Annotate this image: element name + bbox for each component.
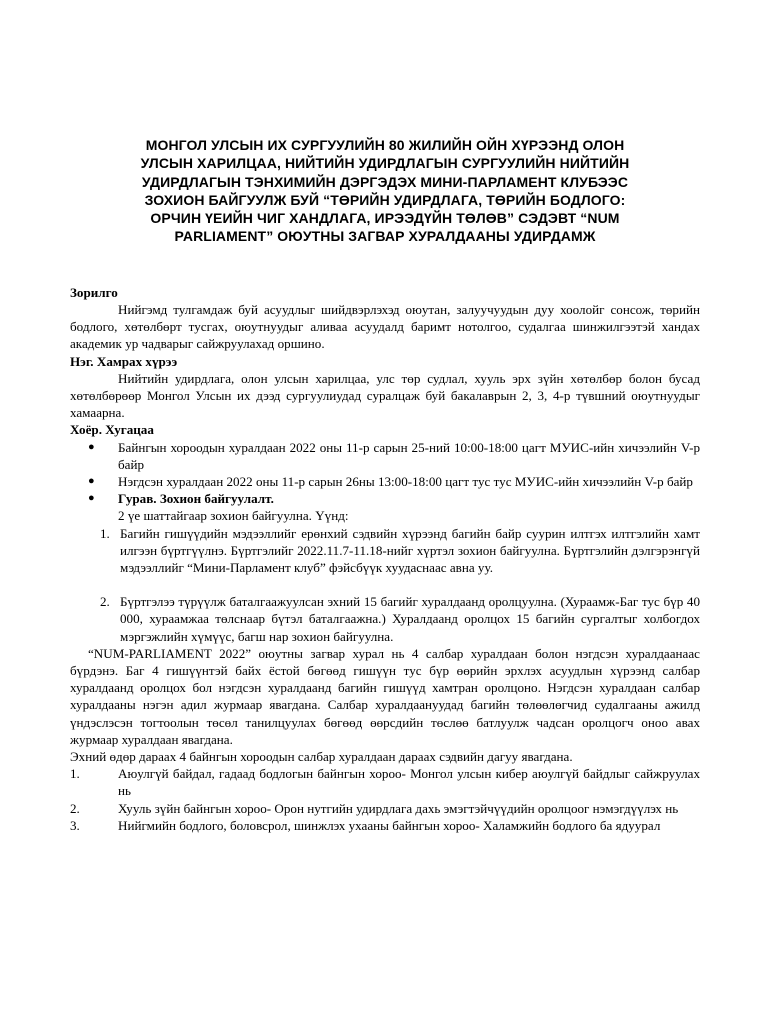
bullet-icon: ● bbox=[88, 440, 95, 453]
title-line: ЗОХИОН БАЙГУУЛЖ БУЙ “ТӨРИЙН УДИРДЛАГА, ТӨРИЙН БОДЛОГО: bbox=[144, 191, 626, 208]
committee-number: 1. bbox=[70, 766, 80, 782]
title-line: МОНГОЛ УЛСЫН ИХ СУРГУУЛИЙН 80 ЖИЛИЙН ОЙН ХҮРЭЭНД ОЛОН bbox=[145, 137, 625, 153]
bullet-icon: ● bbox=[88, 475, 95, 488]
org-step bbox=[100, 525, 700, 577]
step-number: 2. bbox=[100, 594, 110, 610]
committee-text: Аюулгүй байдал, гадаад бодлогын байнгын хороо- Монгол улсын кибер аюулгүй байдлыг сайжруулах нь bbox=[118, 766, 700, 799]
goal-text: Нийгэмд тулгамдаж буй асуудлыг шийдвэрлэхэд оюутан, залуучуудын дуу хоолойг сонсож, төрийн бодлого, хөтөлбөрт тусгах, оюутнуудыг аливаа асуудалд баримт нотолгоо, судалгаа шинжилгээтэй хандах академик ур чадварыг сайжруулахад оршино. bbox=[70, 301, 700, 352]
title-line: ОРЧИН ҮЕИЙН ЧИГ ХАНДЛАГА, ИРЭЭДҮЙН ТӨЛӨВ” СЭДЭВТ “NUM bbox=[150, 210, 620, 227]
committee-text: Хууль зүйн байнгын хороо- Орон нутгийн удирдлага дахь эмэгтэйчүүдийн оролцоог нэмэгдүүлэх нь bbox=[118, 800, 679, 816]
committee-item bbox=[70, 800, 700, 817]
document-title bbox=[85, 136, 685, 246]
committee-item bbox=[70, 765, 700, 799]
body-paragraph: “NUM-PARLIAMENT 2022” оюутны загвар хурал нь 4 салбар хуралдаан болон нэгдсэн хуралдаанаас бүрдэнэ. Баг 4 гишүүнтэй байх ёстой бөгөөд гишүүн тус бүр өөрийн эрхлэх асуудлын хүрээнд салбар хуралдаанд оролцох бол нэгдсэн хуралдаанд багийн гишүүд хамтран оролцоно. Нэгдсэн хуралдаан салбар хуралдааны нэгэн адил журмаар явагдана. Салбар хуралдаануудад багийн төлөөлөгчид судалгааны ажилд үндэслэсэн тогтоолын төсөл танилцуулах бөгөөд өөрсдийн төслөө батлуулж чадсан оролцогч оноо авах журмаар хуралдаан явагдана. bbox=[70, 645, 700, 747]
goal-heading: Зорилго bbox=[70, 284, 118, 300]
org-intro: 2 үе шаттайгаар зохион байгуулна. Үүнд: bbox=[118, 508, 349, 524]
step-text: Багийн гишүүдийн мэдээллийг ерөнхий сэдвийн хүрээнд багийн байр суурин илтгэх илтгэлийн хамт илгээн бүртгүүлнэ. Бүртгэлийг 2022.11.7-11.18-нийг хүртэл зохион байгуулна. Бүртгэлийн дэлгэрэнгүй мэдээллийг “Мини-Парламент клуб” фэйсбүүк хуудаснаас авна уу. bbox=[120, 525, 700, 576]
step-text: Бүртгэлээ түрүүлж баталгаажуулсан эхний 15 багийг хуралдаанд оролцуулна. (Хураамж-Баг тус бүр 40 000, хураамжаа төлснаар бүтэл баталгаажна.) Хуралдаанд оролцох 15 багийн сургалтыг холбогдох мэргэжлийн хүмүүс, багш нар зохион байгуулна. bbox=[120, 594, 700, 644]
committee-text: Нийгмийн бодлого, боловсрол, шинжлэх ухааны байнгын хороо- Халамжийн бодлого ба ядуурал bbox=[118, 817, 661, 833]
timing-item bbox=[88, 439, 700, 473]
title-line: PARLIAMENT” ОЮУТНЫ ЗАГВАР ХУРАЛДААНЫ УДИРДАМЖ bbox=[174, 228, 596, 245]
document-page bbox=[70, 136, 700, 834]
timing-heading: Хоёр. Хугацаа bbox=[70, 422, 154, 438]
timing-item bbox=[88, 473, 700, 490]
step-number: 1. bbox=[100, 525, 110, 541]
org-heading: Гурав. Зохион байгуулалт. bbox=[118, 491, 274, 507]
timing-item-text: Байнгын хороодын хуралдаан 2022 оны 11-р сарын 25-ний 10:00-18:00 цагт МУИС-ийн хичээлийн V-р байр bbox=[118, 439, 700, 472]
scope-text: Нийтийн удирдлага, олон улсын харилцаа, улс төр судлал, хууль эрх зүйн хөтөлбөр болон бусад хөтөлбөрөөр Монгол Улсын их дээд сургуулиудад суралцаж буй бакалаврын 2, 3, 4-р түвшний оюутнуудыг хамаарна. bbox=[70, 370, 700, 421]
committee-number: 2. bbox=[70, 800, 80, 816]
title-line: УЛСЫН ХАРИЛЦАА, НИЙТИЙН УДИРДЛАГЫН СУРГУУЛИЙН НИЙТИЙН bbox=[140, 155, 630, 172]
scope-heading: Нэг. Хамрах хүрээ bbox=[70, 353, 178, 369]
body-paragraph: Эхний өдөр дараах 4 байнгын хороодын салбар хуралдаан дараах сэдвийн дагуу явагдана. bbox=[70, 749, 573, 765]
bullet-icon: ● bbox=[88, 492, 95, 505]
committee-item bbox=[70, 817, 700, 834]
org-step bbox=[100, 593, 700, 645]
committee-number: 3. bbox=[70, 817, 80, 833]
org-heading-item bbox=[88, 490, 700, 507]
timing-item-text: Нэгдсэн хуралдаан 2022 оны 11-р сарын 26ны 13:00-18:00 цагт тус тус МУИС-ийн хичээлийн V-р байр bbox=[118, 474, 693, 490]
title-line: УДИРДЛАГЫН ТЭНХИМИЙН ДЭРГЭДЭХ МИНИ-ПАРЛАМЕНТ КЛУБЭЭС bbox=[141, 173, 629, 190]
